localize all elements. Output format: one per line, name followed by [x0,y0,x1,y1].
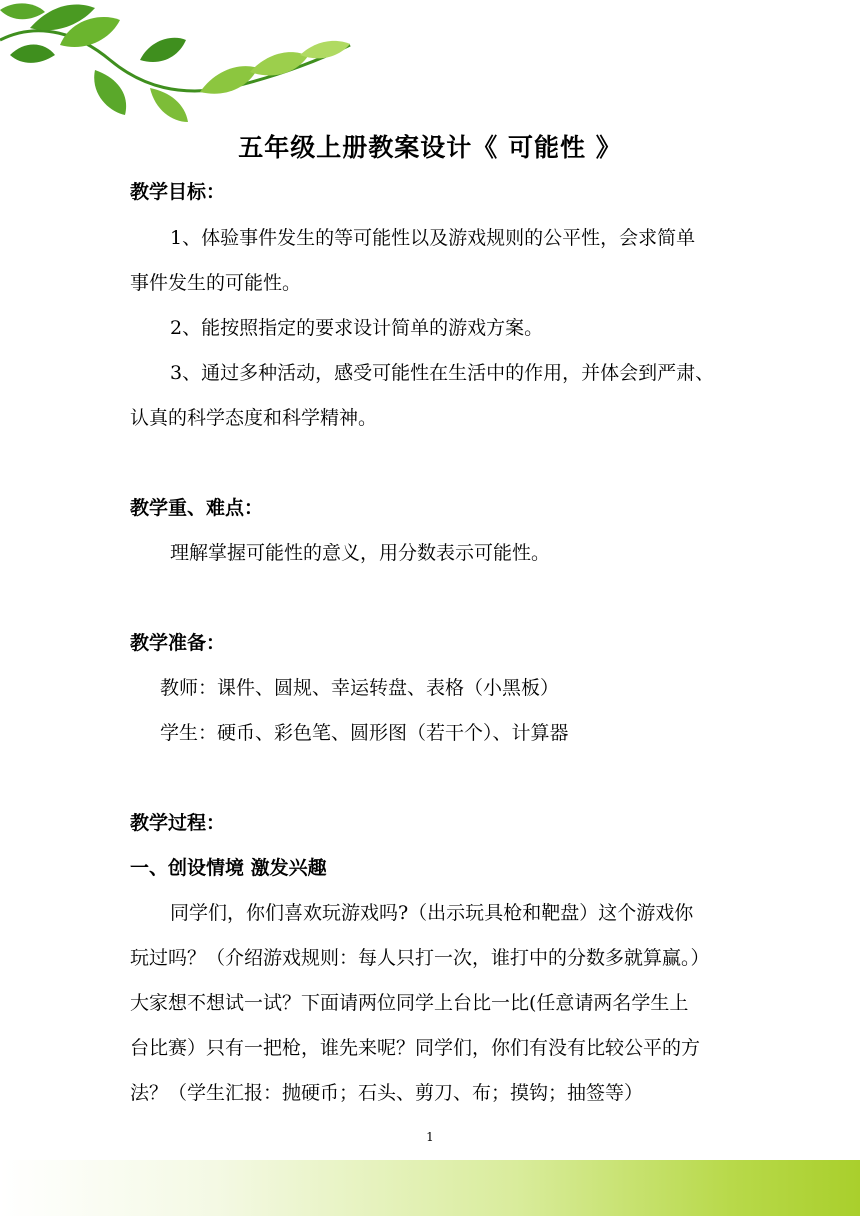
key-points-heading: 教学重、难点： [130,497,264,519]
objective-1-line-1: 1、体验事件发生的等可能性以及游戏规则的公平性，会求简单 [170,227,696,249]
paragraph-line-2: 玩过吗？（介绍游戏规则：每人只打一次，谁打中的分数多就算赢。） [130,947,710,969]
preparation-teacher: 教师：课件、圆规、幸运转盘、表格（小黑板） [160,677,560,699]
preparation-student: 学生：硬币、彩色笔、圆形图（若干个）、计算器 [160,722,569,744]
step-1-heading: 一、创设情境 激发兴趣 [130,857,327,879]
paragraph-line-5: 法？（学生汇报：抛硬币；石头、剪刀、布；摸钩；抽签等） [130,1082,644,1104]
paragraph-line-1: 同学们，你们喜欢玩游戏吗?（出示玩具枪和靶盘）这个游戏你 [170,902,694,924]
process-heading: 教学过程： [130,812,226,834]
footer-gradient-band [0,1160,860,1216]
objective-1-line-2: 事件发生的可能性。 [130,272,302,294]
page-number: 1 [426,1130,434,1144]
objectives-heading: 教学目标： [130,181,226,203]
objective-3-line-1: 3、通过多种活动，感受可能性在生活中的作用，并体会到严肃、 [170,362,715,384]
leaf-vine-decoration [0,0,360,130]
key-points-text: 理解掌握可能性的意义，用分数表示可能性。 [170,542,551,564]
objective-2: 2、能按照指定的要求设计简单的游戏方案。 [170,317,544,339]
paragraph-line-3: 大家想不想试一试？下面请两位同学上台比一比(任意请两名学生上 [130,992,689,1014]
objective-3-line-2: 认真的科学态度和科学精神。 [130,407,378,429]
paragraph-line-4: 台比赛）只有一把枪，谁先来呢？同学们，你们有没有比较公平的方 [130,1037,701,1059]
document-title: 五年级上册教案设计《 可能性 》 [238,133,622,162]
preparation-heading: 教学准备： [130,632,226,654]
